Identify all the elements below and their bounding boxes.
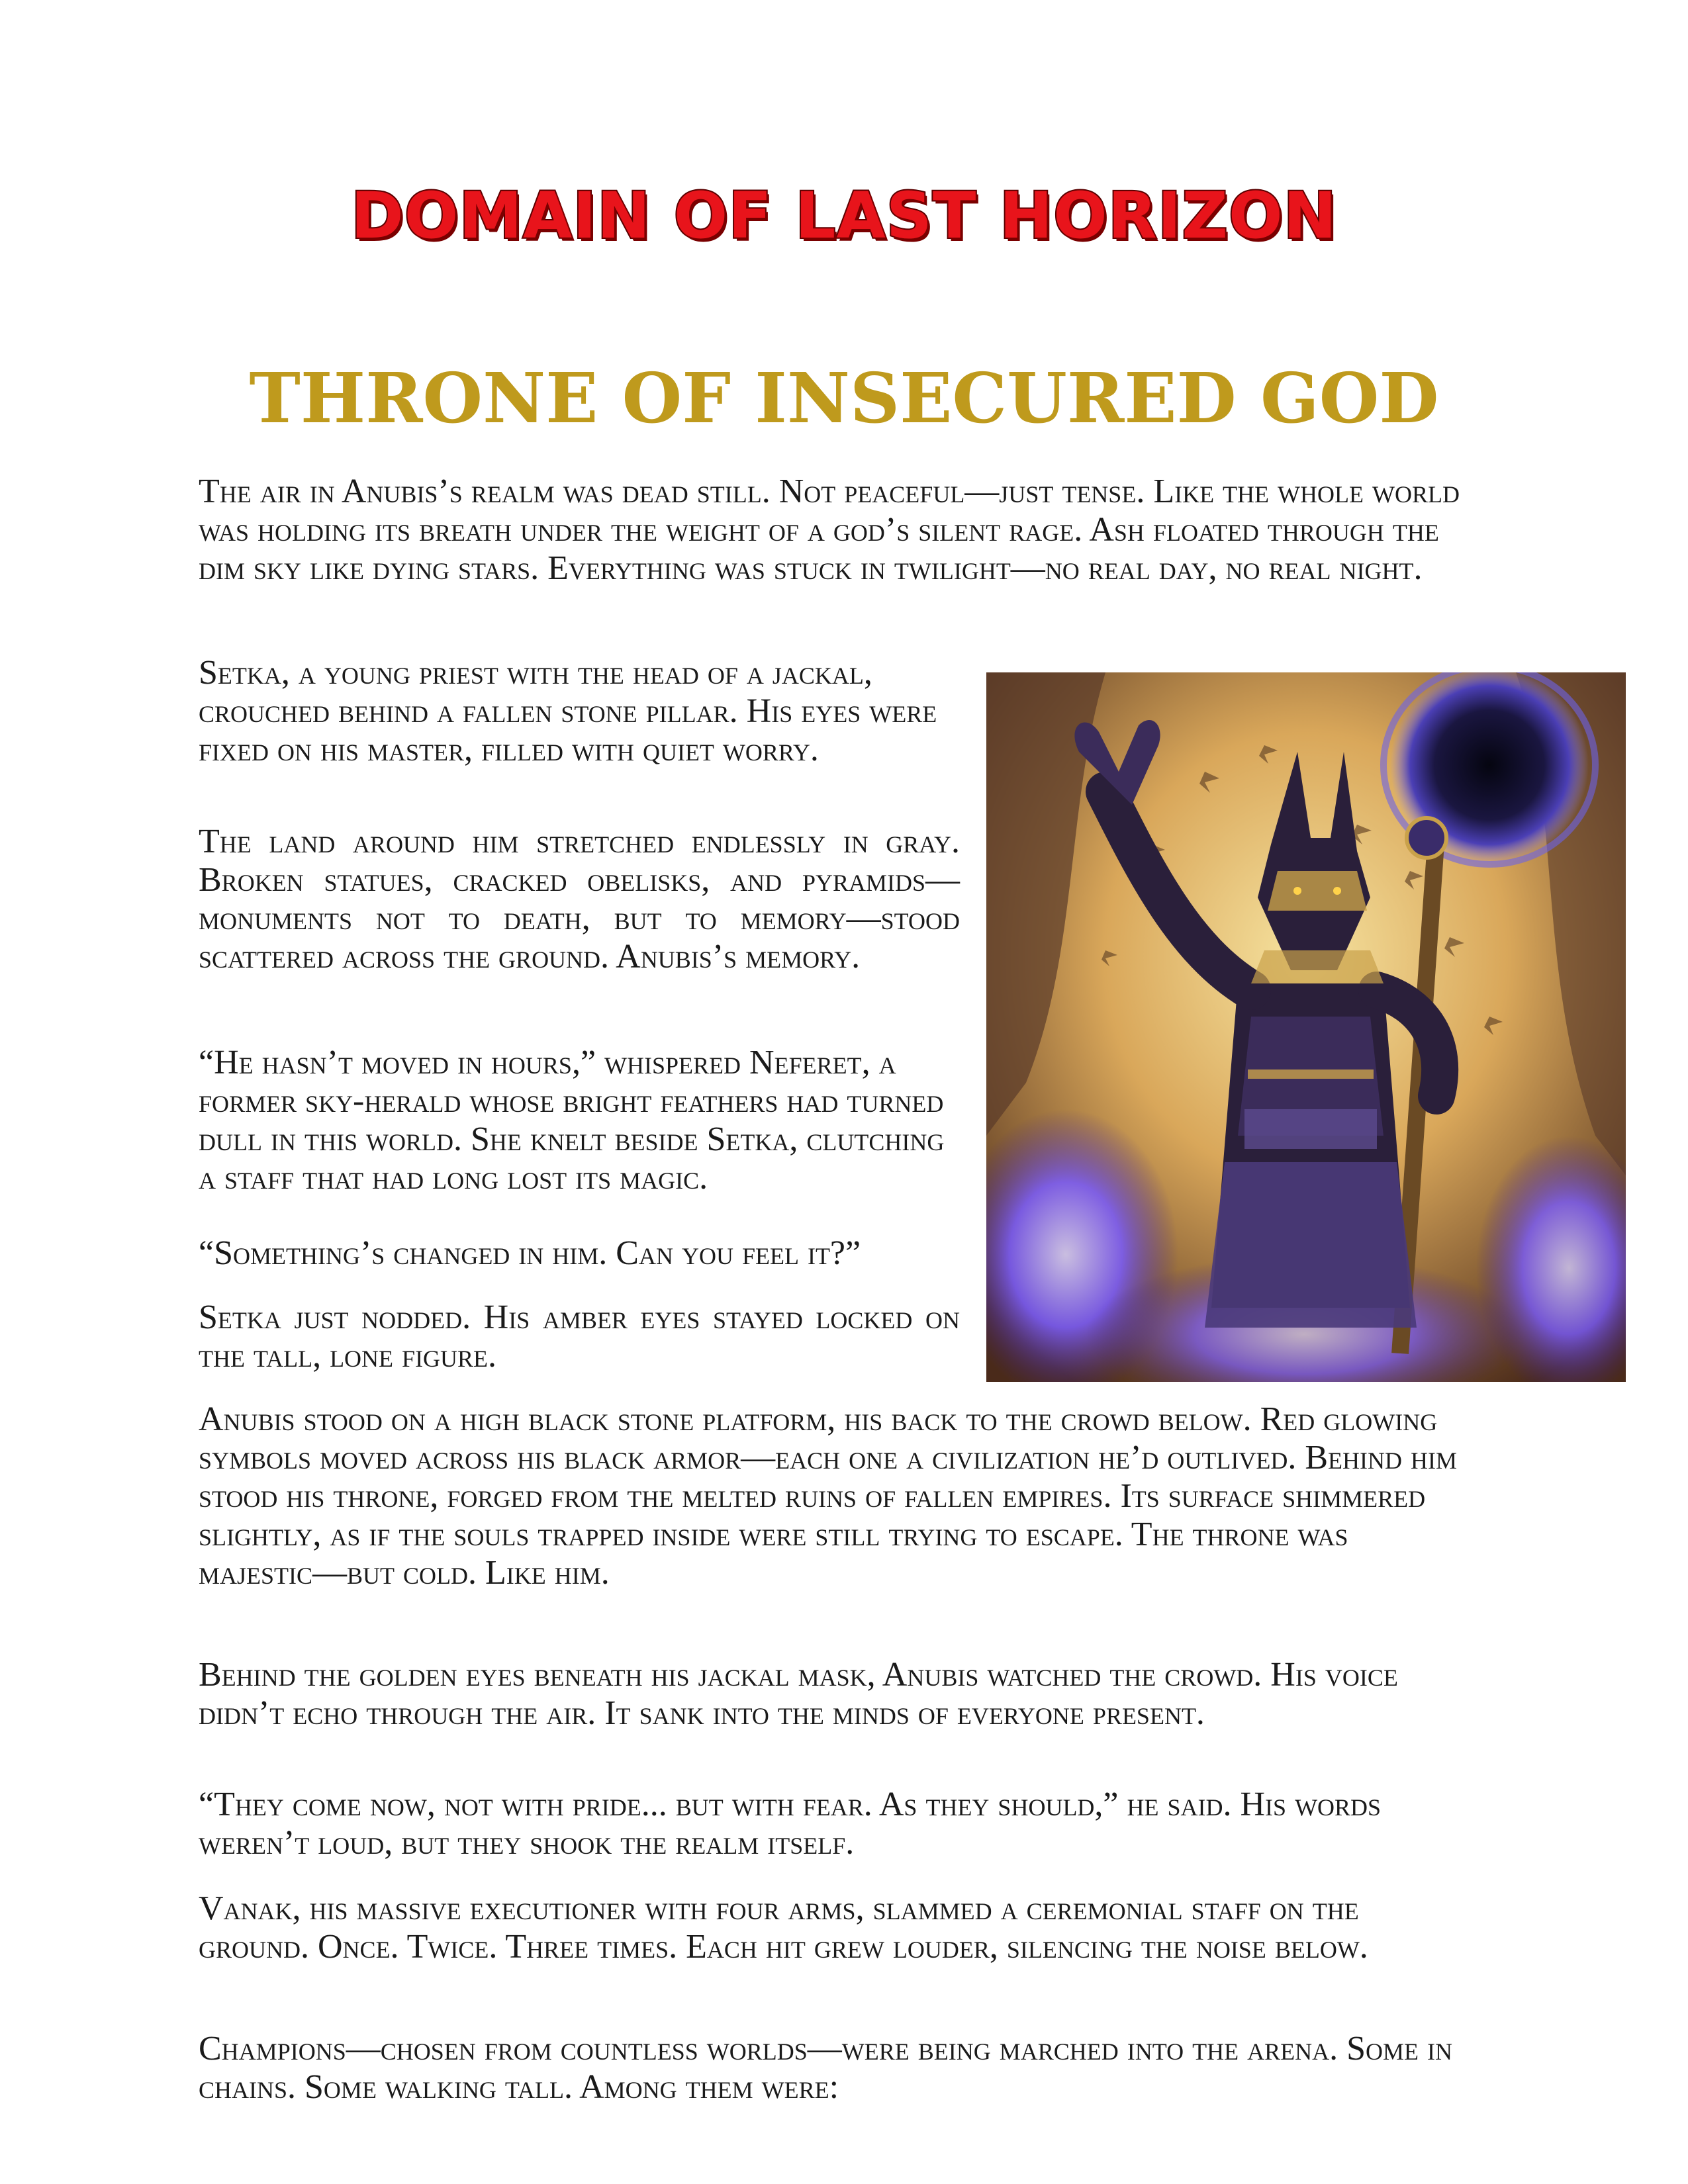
- paragraph-4: “He hasn’t moved in hours,” whispered Neferet, a former sky-herald whose bright feathers had turned dull in this world. She knelt beside Setka, clutching a staff that had long lost its magic.: [199, 1044, 945, 1197]
- paragraph-9: “They come now, not with pride... but with fear. As they should,” he said. His words weren’t loud, but they shook the realm itself.: [199, 1786, 1382, 1862]
- paragraph-11: Champions—chosen from countless worlds—were being marched into the arena. Some in chains. Some walking tall. Among them were:: [199, 2030, 1452, 2106]
- paragraph-5: “Something’s changed in him. Can you feel it?”: [199, 1234, 861, 1272]
- anubis-illustration: [986, 672, 1626, 1382]
- paragraph-3: The land around him stretched endlessly in gray. Broken statues, cracked obelisks, and pyramids— monuments not to death, but to memory—stood scattered across the ground. Anubis’s memory.: [199, 823, 960, 976]
- paragraph-1: The air in Anubis’s realm was dead still. Not peaceful—just tense. Like the whole world was holding its breath under the weight of a god’s silent rage. Ash floated through the dim sky like dying stars. Everything was stuck in twilight—no real day, no real night.: [199, 473, 1460, 587]
- paragraph-8: Behind the golden eyes beneath his jackal mask, Anubis watched the crowd. His voice didn’t echo through the air. It sank into the minds of everyone present.: [199, 1656, 1398, 1732]
- paragraph-6: Setka just nodded. His amber eyes stayed locked on the tall, lone figure.: [199, 1298, 960, 1375]
- chapter-title: THRONE OF INSECURED GOD: [249, 357, 1439, 439]
- paragraph-10: Vanak, his massive executioner with four arms, slammed a ceremonial staff on the ground. Once. Twice. Three times. Each hit grew louder, silencing the noise below.: [199, 1889, 1368, 1966]
- document-title: DOMAIN OF LAST HORIZON: [351, 179, 1337, 253]
- paragraph-7: Anubis stood on a high black stone platform, his back to the crowd below. Red glowing symbols moved across his black armor—each one a civilization he’d outlived. Behind him stood his throne, forged from the melted ruins of fallen empires. Its surface shimmered slightly, as if the souls trapped inside were still trying to escape. The throne was majestic—but cold. Like him.: [199, 1400, 1457, 1592]
- paragraph-2: Setka, a young priest with the head of a jackal, crouched behind a fallen stone pillar. His eyes were fixed on his master, filled with quiet worry.: [199, 654, 937, 768]
